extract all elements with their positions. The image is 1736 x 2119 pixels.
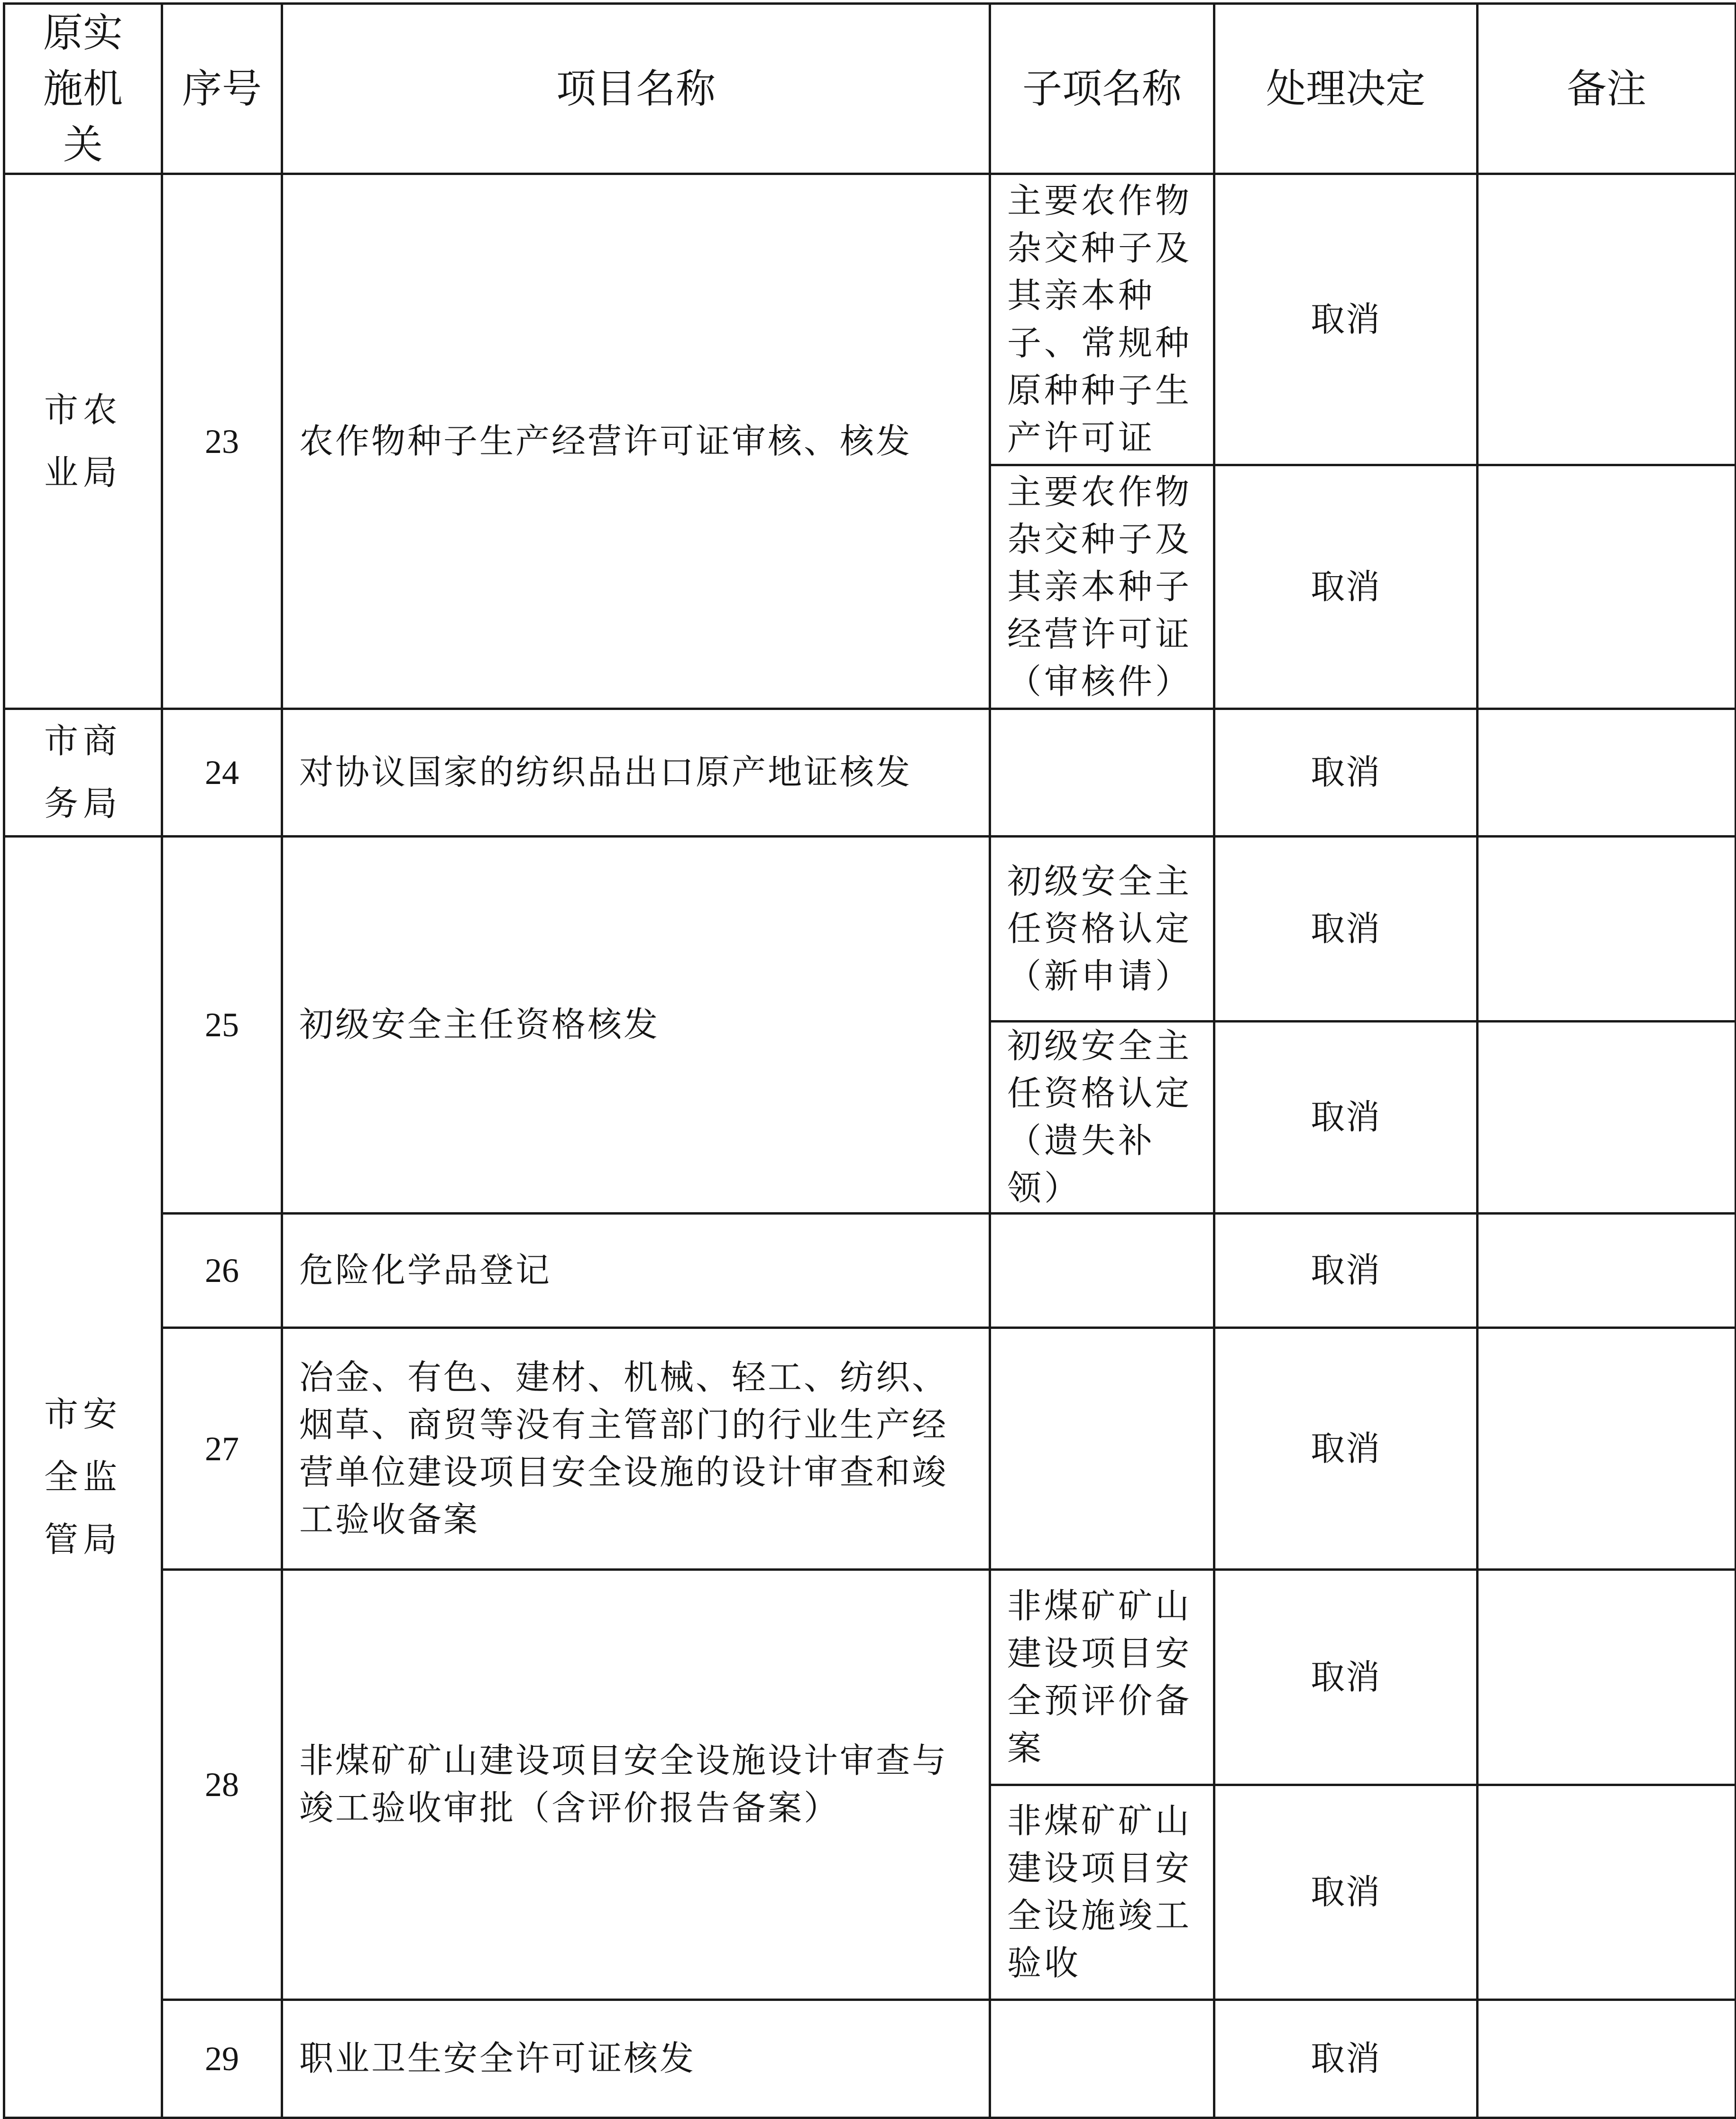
sub-item-cell <box>990 465 1214 709</box>
remark-cell <box>1478 174 1736 465</box>
decision-cell: 取消 <box>1214 1570 1478 1785</box>
sub-item-text: 初级安全主任资格认定（新申请） <box>1007 862 1193 995</box>
sub-item-cell <box>990 1328 1214 1570</box>
remark-cell <box>1478 1785 1736 2000</box>
header-seq: 序号 <box>162 4 282 174</box>
remark-cell <box>1478 465 1736 709</box>
remark-cell <box>1478 709 1736 837</box>
item-name-cell: 危险化学品登记 <box>282 1214 990 1328</box>
seq-cell: 25 <box>162 837 282 1214</box>
remark-cell <box>1478 1328 1736 1570</box>
table-row <box>4 174 1736 465</box>
seq-cell: 28 <box>162 1570 282 2000</box>
agency-cell <box>4 709 162 837</box>
agency-text: 市安全监管局 <box>44 1395 122 1559</box>
sub-item-text: 初级安全主任资格认定（遗失补领） <box>1007 1027 1193 1207</box>
item-disposal-table <box>3 2 1736 2119</box>
decision-cell: 取消 <box>1214 2000 1478 2118</box>
agency-text: 市商务局 <box>44 722 122 823</box>
seq-cell: 27 <box>162 1328 282 1570</box>
header-remark: 备注 <box>1478 4 1736 174</box>
item-name-cell: 非煤矿矿山建设项目安全设施设计审查与竣工验收审批（含评价报告备案） <box>282 1570 990 2000</box>
item-name-cell: 农作物种子生产经营许可证审核、核发 <box>282 174 990 709</box>
sub-item-text: 非煤矿矿山建设项目安全设施竣工验收 <box>1007 1802 1193 1982</box>
sub-item-cell <box>990 174 1214 465</box>
decision-cell: 取消 <box>1214 837 1478 1022</box>
table-row <box>4 1328 1736 1570</box>
remark-cell <box>1478 1570 1736 1785</box>
agency-cell <box>4 837 162 2118</box>
item-name-cell: 职业卫生安全许可证核发 <box>282 2000 990 2118</box>
decision-cell: 取消 <box>1214 174 1478 465</box>
sub-item-cell <box>990 1785 1214 2000</box>
seq-cell: 23 <box>162 174 282 709</box>
sub-item-cell <box>990 1022 1214 1214</box>
sub-item-cell <box>990 1570 1214 1785</box>
sub-item-cell <box>990 1214 1214 1328</box>
sub-item-cell <box>990 2000 1214 2118</box>
header-row <box>4 4 1736 174</box>
agency-text: 市农业局 <box>44 391 122 492</box>
header-sub-item-name: 子项名称 <box>990 4 1214 174</box>
remark-cell <box>1478 2000 1736 2118</box>
header-decision: 处理决定 <box>1214 4 1478 174</box>
remark-cell <box>1478 1214 1736 1328</box>
header-agency <box>4 4 162 174</box>
table-row <box>4 837 1736 1022</box>
table-row <box>4 709 1736 837</box>
sub-item-cell <box>990 837 1214 1022</box>
item-name-cell: 初级安全主任资格核发 <box>282 837 990 1214</box>
table-row <box>4 1214 1736 1328</box>
decision-cell: 取消 <box>1214 1214 1478 1328</box>
remark-cell <box>1478 837 1736 1022</box>
decision-cell: 取消 <box>1214 709 1478 837</box>
remark-cell <box>1478 1022 1736 1214</box>
sub-item-text: 非煤矿矿山建设项目安全预评价备案 <box>1007 1587 1193 1768</box>
seq-cell: 26 <box>162 1214 282 1328</box>
header-agency-text: 原实施机关 <box>43 10 123 167</box>
seq-cell: 24 <box>162 709 282 837</box>
decision-cell: 取消 <box>1214 1022 1478 1214</box>
sub-item-text: 主要农作物杂交种子及其亲本种子、常规种原种种子生产许可证 <box>1007 182 1193 457</box>
decision-cell: 取消 <box>1214 1328 1478 1570</box>
decision-cell: 取消 <box>1214 1785 1478 2000</box>
item-name-cell: 冶金、有色、建材、机械、轻工、纺织、烟草、商贸等没有主管部门的行业生产经营单位建设项目安全设施的设计审查和竣工验收备案 <box>282 1328 990 1570</box>
sub-item-text: 主要农作物杂交种子及其亲本种子经营许可证（审核件） <box>1007 473 1193 701</box>
header-item-name: 项目名称 <box>282 4 990 174</box>
table-row <box>4 1570 1736 1785</box>
table-row <box>4 2000 1736 2118</box>
sub-item-cell <box>990 709 1214 837</box>
agency-cell <box>4 174 162 709</box>
seq-cell: 29 <box>162 2000 282 2118</box>
item-name-cell: 对协议国家的纺织品出口原产地证核发 <box>282 709 990 837</box>
decision-cell: 取消 <box>1214 465 1478 709</box>
